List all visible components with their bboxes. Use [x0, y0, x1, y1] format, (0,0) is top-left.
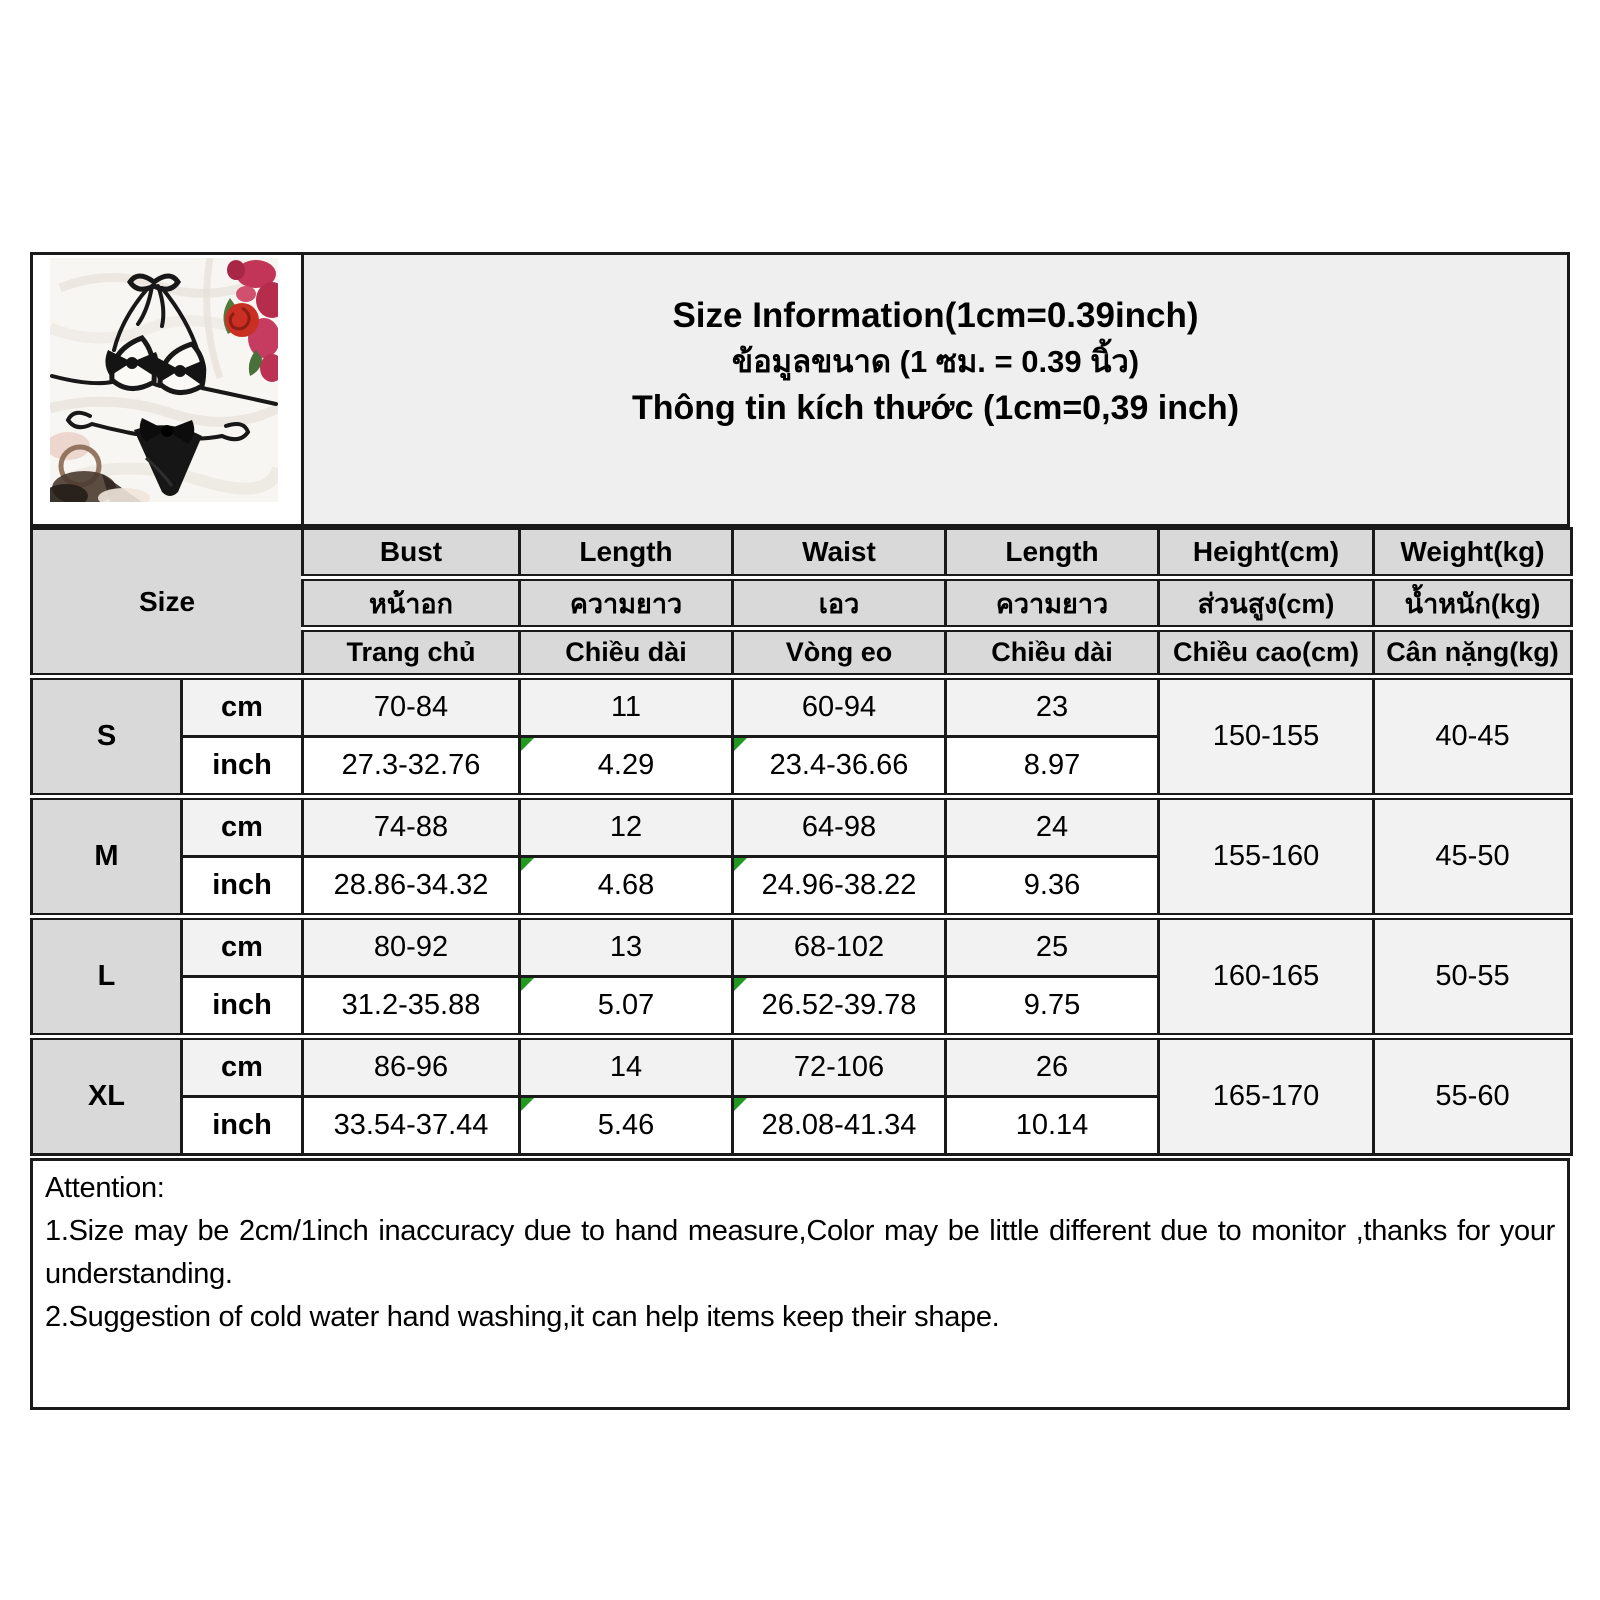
xl-height: 165-170	[1159, 1037, 1374, 1155]
cell-value: 4.68	[597, 869, 655, 901]
title-english: Size Information(1cm=0.39inch)	[672, 296, 1199, 335]
m-length2-inch: 9.36	[946, 857, 1159, 917]
l-waist-inch	[733, 977, 946, 1037]
l-bust-inch: 31.2-35.88	[303, 977, 520, 1037]
header-weight-th: น้ำหนัก(kg)	[1374, 578, 1572, 629]
xl-bust-cm: 86-96	[303, 1037, 520, 1097]
m-height: 155-160	[1159, 797, 1374, 917]
header-bust-en: Bust	[303, 529, 520, 578]
m-length-inch	[520, 857, 733, 917]
green-corner-flag-icon	[521, 978, 534, 991]
green-corner-flag-icon	[734, 858, 747, 871]
header-length-vi: Chiều dài	[520, 629, 733, 677]
header-height-th: ส่วนสูง(cm)	[1159, 578, 1374, 629]
l-length-cm: 13	[520, 917, 733, 977]
green-corner-flag-icon	[521, 1098, 534, 1111]
row-l-cm	[32, 917, 1572, 977]
cell-value: 4.29	[597, 749, 655, 781]
size-l-label: L	[32, 917, 182, 1037]
size-xl-label: XL	[32, 1037, 182, 1155]
header-row-english	[32, 529, 1572, 578]
header-weight-vi: Cân nặng(kg)	[1374, 629, 1572, 677]
header-length-en: Length	[520, 529, 733, 578]
l-length-inch	[520, 977, 733, 1037]
header-bust-th: หน้าอก	[303, 578, 520, 629]
l-length2-cm: 25	[946, 917, 1159, 977]
s-waist-inch	[733, 737, 946, 797]
header-waist-th: เอว	[733, 578, 946, 629]
unit-inch-label: inch	[182, 1097, 303, 1155]
s-length-inch	[520, 737, 733, 797]
s-bust-inch: 27.3-32.76	[303, 737, 520, 797]
cell-value: 5.46	[597, 1109, 655, 1141]
header-waist-en: Waist	[733, 529, 946, 578]
product-photo	[50, 258, 278, 502]
s-bust-cm: 70-84	[303, 677, 520, 737]
m-waist-cm: 64-98	[733, 797, 946, 857]
s-waist-cm: 60-94	[733, 677, 946, 737]
unit-inch-label: inch	[182, 737, 303, 797]
cell-value: 28.08-41.34	[761, 1109, 917, 1141]
xl-waist-inch	[733, 1097, 946, 1155]
unit-cm-label: cm	[182, 797, 303, 857]
product-photo-cell	[33, 255, 304, 524]
unit-cm-label: cm	[182, 677, 303, 737]
s-weight: 40-45	[1374, 677, 1572, 797]
header-height-vi: Chiều cao(cm)	[1159, 629, 1374, 677]
size-chart-sheet	[30, 252, 1570, 1410]
xl-length2-inch: 10.14	[946, 1097, 1159, 1155]
attention-heading: Attention:	[45, 1172, 165, 1204]
m-weight: 45-50	[1374, 797, 1572, 917]
m-bust-inch: 28.86-34.32	[303, 857, 520, 917]
top-banner	[30, 252, 1570, 527]
header-length-th: ความยาว	[520, 578, 733, 629]
row-xl-cm	[32, 1037, 1572, 1097]
green-corner-flag-icon	[521, 858, 534, 871]
unit-cm-label: cm	[182, 1037, 303, 1097]
size-header-cell: Size	[32, 529, 303, 677]
unit-inch-label: inch	[182, 857, 303, 917]
title-block	[304, 255, 1567, 524]
header-height-en: Height(cm)	[1159, 529, 1374, 578]
m-length-cm: 12	[520, 797, 733, 857]
l-waist-cm: 68-102	[733, 917, 946, 977]
cell-value: 5.07	[597, 989, 655, 1021]
header-length2-th: ความยาว	[946, 578, 1159, 629]
header-weight-en: Weight(kg)	[1374, 529, 1572, 578]
s-length-cm: 11	[520, 677, 733, 737]
unit-inch-label: inch	[182, 977, 303, 1037]
s-length2-inch: 8.97	[946, 737, 1159, 797]
xl-length-inch	[520, 1097, 733, 1155]
green-corner-flag-icon	[734, 1098, 747, 1111]
row-s-cm	[32, 677, 1572, 737]
s-height: 150-155	[1159, 677, 1374, 797]
row-m-cm	[32, 797, 1572, 857]
attention-box	[30, 1158, 1570, 1410]
title-thai: ข้อมูลขนาด (1 ซม. = 0.39 นิ้ว)	[731, 344, 1140, 379]
xl-length-cm: 14	[520, 1037, 733, 1097]
green-corner-flag-icon	[734, 978, 747, 991]
xl-waist-cm: 72-106	[733, 1037, 946, 1097]
xl-weight: 55-60	[1374, 1037, 1572, 1155]
header-length2-vi: Chiều dài	[946, 629, 1159, 677]
l-bust-cm: 80-92	[303, 917, 520, 977]
title-vietnamese: Thông tin kích thước (1cm=0,39 inch)	[631, 389, 1240, 427]
m-bust-cm: 74-88	[303, 797, 520, 857]
cell-value: 26.52-39.78	[761, 989, 917, 1021]
green-corner-flag-icon	[521, 738, 534, 751]
xl-bust-inch: 33.54-37.44	[303, 1097, 520, 1155]
l-length2-inch: 9.75	[946, 977, 1159, 1037]
header-bust-vi: Trang chủ	[303, 629, 520, 677]
s-length2-cm: 23	[946, 677, 1159, 737]
m-waist-inch	[733, 857, 946, 917]
attention-note-2: 2.Suggestion of cold water hand washing,it can help items keep their shape.	[45, 1301, 1000, 1333]
size-s-label: S	[32, 677, 182, 797]
l-weight: 50-55	[1374, 917, 1572, 1037]
m-length2-cm: 24	[946, 797, 1159, 857]
header-waist-vi: Vòng eo	[733, 629, 946, 677]
size-m-label: M	[32, 797, 182, 917]
cell-value: 24.96-38.22	[761, 869, 917, 901]
header-length2-en: Length	[946, 529, 1159, 578]
unit-cm-label: cm	[182, 917, 303, 977]
l-height: 160-165	[1159, 917, 1374, 1037]
size-table	[30, 527, 1573, 1156]
xl-length2-cm: 26	[946, 1037, 1159, 1097]
green-corner-flag-icon	[734, 738, 747, 751]
attention-note-1: 1.Size may be 2cm/1inch inaccuracy due to hand measure,Color may be little different due to monitor ,thanks for your understanding.	[45, 1215, 1555, 1290]
cell-value: 23.4-36.66	[769, 749, 909, 781]
